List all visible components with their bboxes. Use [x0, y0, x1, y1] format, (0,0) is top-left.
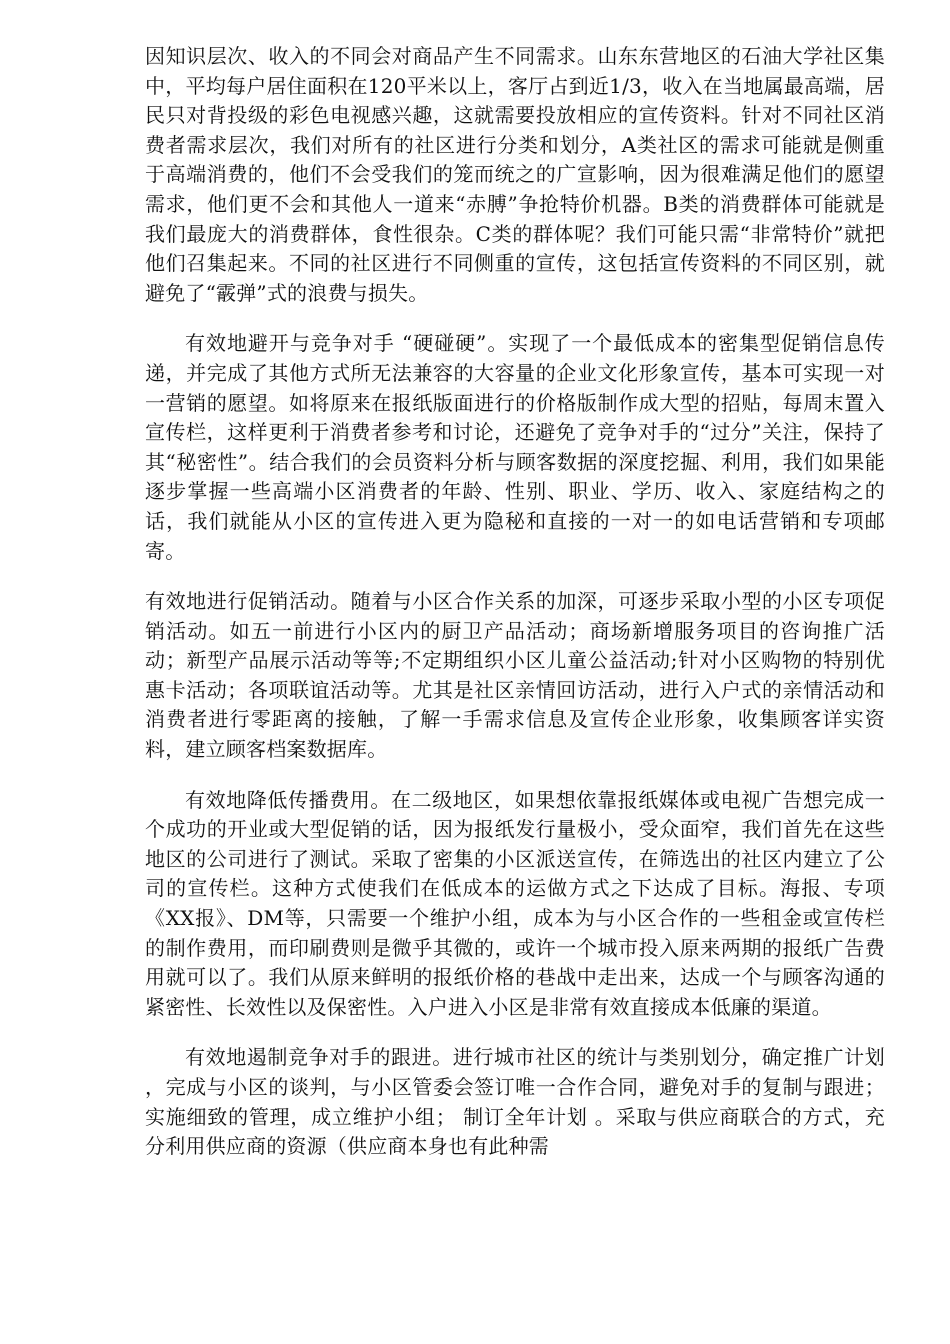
paragraph-promotion-activities: 有效地进行促销活动。随着与小区合作关系的加深，可逐步采取小型的小区专项促销活动。如五一前进行小区内的厨卫产品活动；商场新增服务项目的咨询推广活动；新型产品展示活动等等;不定期组织小区儿童公益活动;针对小区购物的特别优惠卡活动；各项联谊活动等。尤其是社区亲情回访活动，进行入户式的亲情活动和消费者进行零距离的接触，了解一手需求信息及宣传企业形象，收集顾客详实资料，建立顾客档案数据库。 — [145, 589, 885, 762]
document-body — [145, 42, 885, 1183]
paragraph-community-segmentation: 因知识层次、收入的不同会对商品产生不同需求。山东东营地区的石油大学社区集中，平均每户居住面积在120平米以上，客厅占到近1/3，收入在当地属最高端，居民只对背投级的彩色电视感兴趣，这就需要投放相应的宣传资料。针对不同社区消费者需求层次，我们对所有的社区进行分类和划分，A类社区的需求可能就是侧重于高端消费的，他们不会受我们的笼而统之的广宣影响，因为很难满足他们的愿望需求，他们更不会和其他人一道来“赤膊”争抢特价机器。B类的消费群体可能就是我们最庞大的消费群体，食性很杂。C类的群体呢？我们可能只需“非常特价”就把他们召集起来。不同的社区进行不同侧重的宣传，这包括宣传资料的不同区别，就避免了“霰弹”式的浪费与损失。 — [145, 44, 885, 305]
paragraph-avoid-competition: 有效地避开与竞争对手 “硬碰硬”。实现了一个最低成本的密集型促销信息传递，并完成了其他方式所无法兼容的大容量的企业文化形象宣传，基本可实现一对一营销的愿望。如将原来在报纸版面进行的价格版制作成大型的招贴，每周末置入宣传栏，这样更利于消费者参考和讨论，还避免了竞争对手的“过分”关注，保持了其“秘密性”。结合我们的会员资料分析与顾客数据的深度挖掘、利用，我们如果能逐步掌握一些高端小区消费者的年龄、性别、职业、学历、收入、家庭结构之的话，我们就能从小区的宣传进入更为隐秘和直接的一对一的如电话营销和专项邮寄。 — [145, 331, 885, 563]
paragraph-reduce-costs: 有效地降低传播费用。在二级地区，如果想依靠报纸媒体或电视广告想完成一个成功的开业或大型促销的话，因为报纸发行量极小，受众面窄，我们首先在这些地区的公司进行了测试。采取了密集的小区派送宣传，在筛选出的社区内建立了公司的宣传栏。这种方式使我们在低成本的运做方式之下达成了目标。海报、专项《XX报》、DM等，只需要一个维护小组，成本为与小区合作的一些租金或宣传栏的制作费用，而印刷费则是微乎其微的，或许一个城市投入原来两期的报纸广告费用就可以了。我们从原来鲜明的报纸价格的巷战中走出来，达成一个与顾客沟通的紧密性、长效性以及保密性。入户进入小区是非常有效直接成本低廉的渠道。 — [145, 787, 885, 1019]
paragraph-contain-competitors: 有效地遏制竞争对手的跟进。进行城市社区的统计与类别划分，确定推广计划 ，完成与小区的谈判，与小区管委会签订唯一合作合同，避免对手的复制与跟进；实施细致的管理，成立维护小组； 制订全年计划 。采取与供应商联合的方式，充分利用供应商的资源（供应商本身也有此种需 — [145, 1045, 885, 1159]
